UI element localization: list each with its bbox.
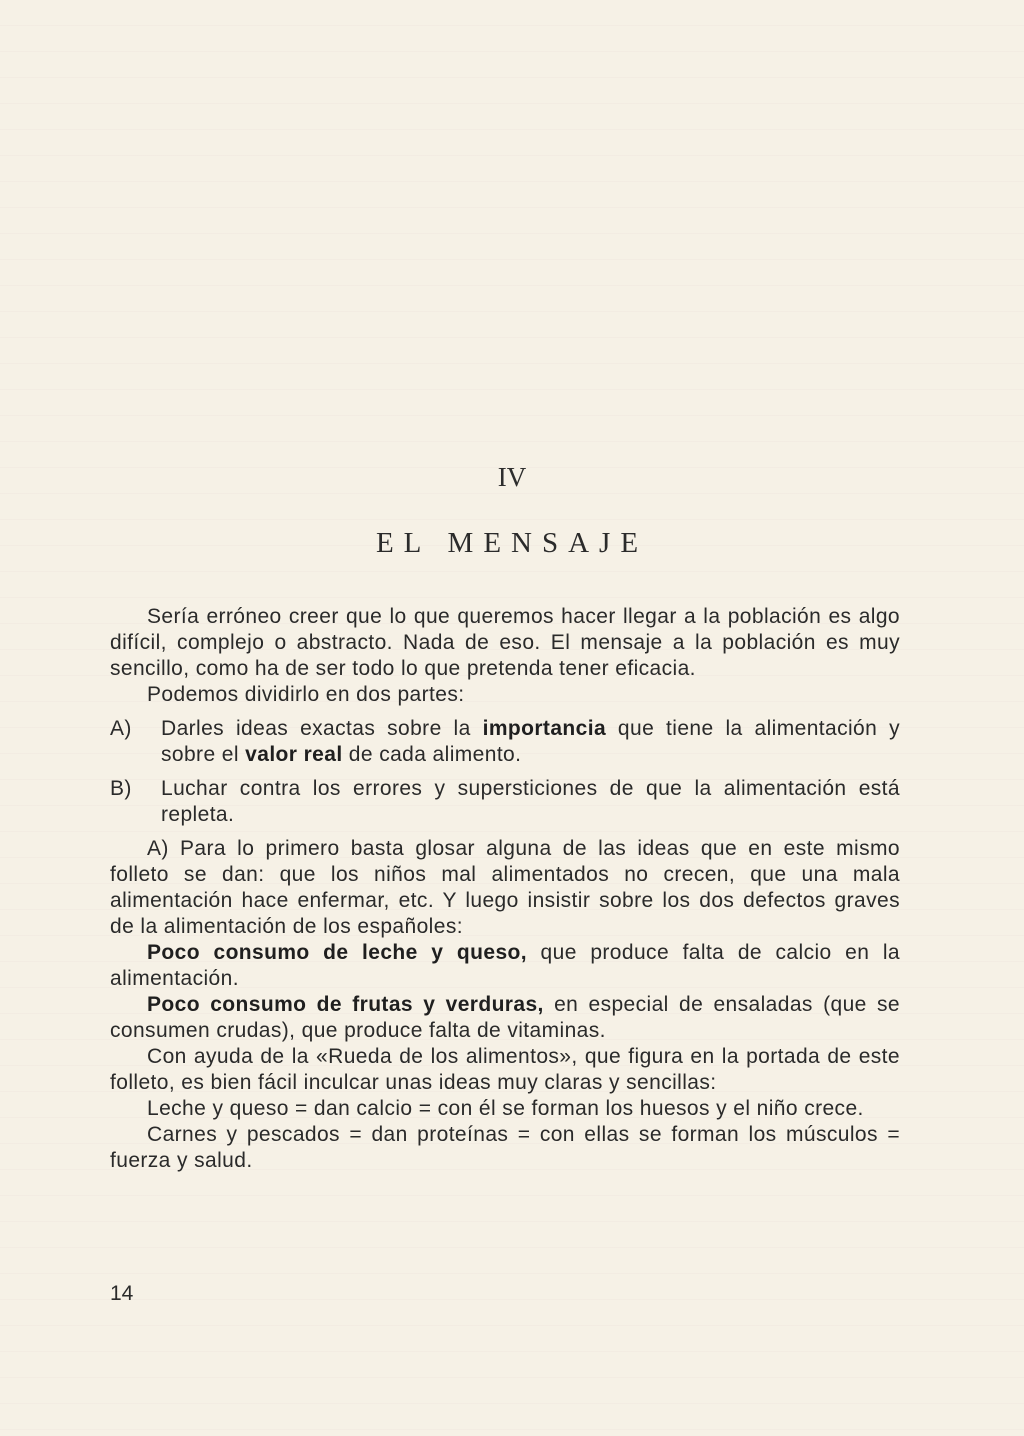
list-item-b	[110, 776, 900, 828]
page-number: 14	[110, 1282, 134, 1305]
intro-paragraph: Sería erróneo creer que lo que queremos hacer llegar a la población es algo difícil, complejo o abstracto. Nada de eso. El mensaje a la población es muy sencillo, como ha de ser todo lo que pretenda tener eficacia.	[110, 605, 900, 680]
rueda-paragraph: Con ayuda de la «Rueda de los alimentos», que figura en la portada de este folleto, es bien fácil inculcar unas ideas muy claras y sencillas:	[110, 1045, 900, 1094]
emphasis-importancia: importancia	[482, 717, 607, 740]
list-text-b: Luchar contra los errores y supersticiones de que la alimentación está repleta.	[161, 777, 900, 826]
defect-fruit-paragraph: Poco consumo de frutas y verduras, en especial de ensaladas (que se consumen crudas), que produce falta de vitaminas.	[110, 993, 900, 1042]
defect-milk-paragraph: Poco consumo de leche y queso, que produce falta de calcio en la alimentación.	[110, 941, 901, 990]
chapter-number: IV	[497, 462, 527, 492]
meat-equation: Carnes y pescados = dan proteínas = con ellas se forman los músculos = fuerza y salud.	[110, 1123, 900, 1172]
list-marker-a: A)	[110, 717, 132, 740]
intro-division: Podemos dividirlo en dos partes:	[147, 683, 465, 706]
chapter-title: EL MENSAJE	[375, 527, 649, 559]
defect-milk-bold: Poco consumo de leche y queso,	[147, 941, 527, 964]
emphasis-valor-real: valor real	[245, 743, 343, 766]
defect-fruit-bold: Poco consumo de frutas y verduras,	[147, 993, 544, 1016]
list-item-a	[110, 716, 900, 768]
section-a-paragraph: A) Para lo primero basta glosar alguna de las ideas que en este mismo folleto se dan: que los niños mal alimentados no crecen, que una mala alimentación hace enfermar, etc. Y luego insistir sobre los dos defectos graves de la alimentación de los españoles:	[110, 837, 900, 938]
milk-equation: Leche y queso = dan calcio = con él se forman los huesos y el niño crece.	[147, 1097, 864, 1120]
list-marker-b: B)	[110, 777, 132, 800]
list-text-a: Darles ideas exactas sobre la importancia que tiene la alimentación y sobre el valor real de cada alimento.	[161, 717, 900, 766]
body-text	[110, 604, 900, 1174]
